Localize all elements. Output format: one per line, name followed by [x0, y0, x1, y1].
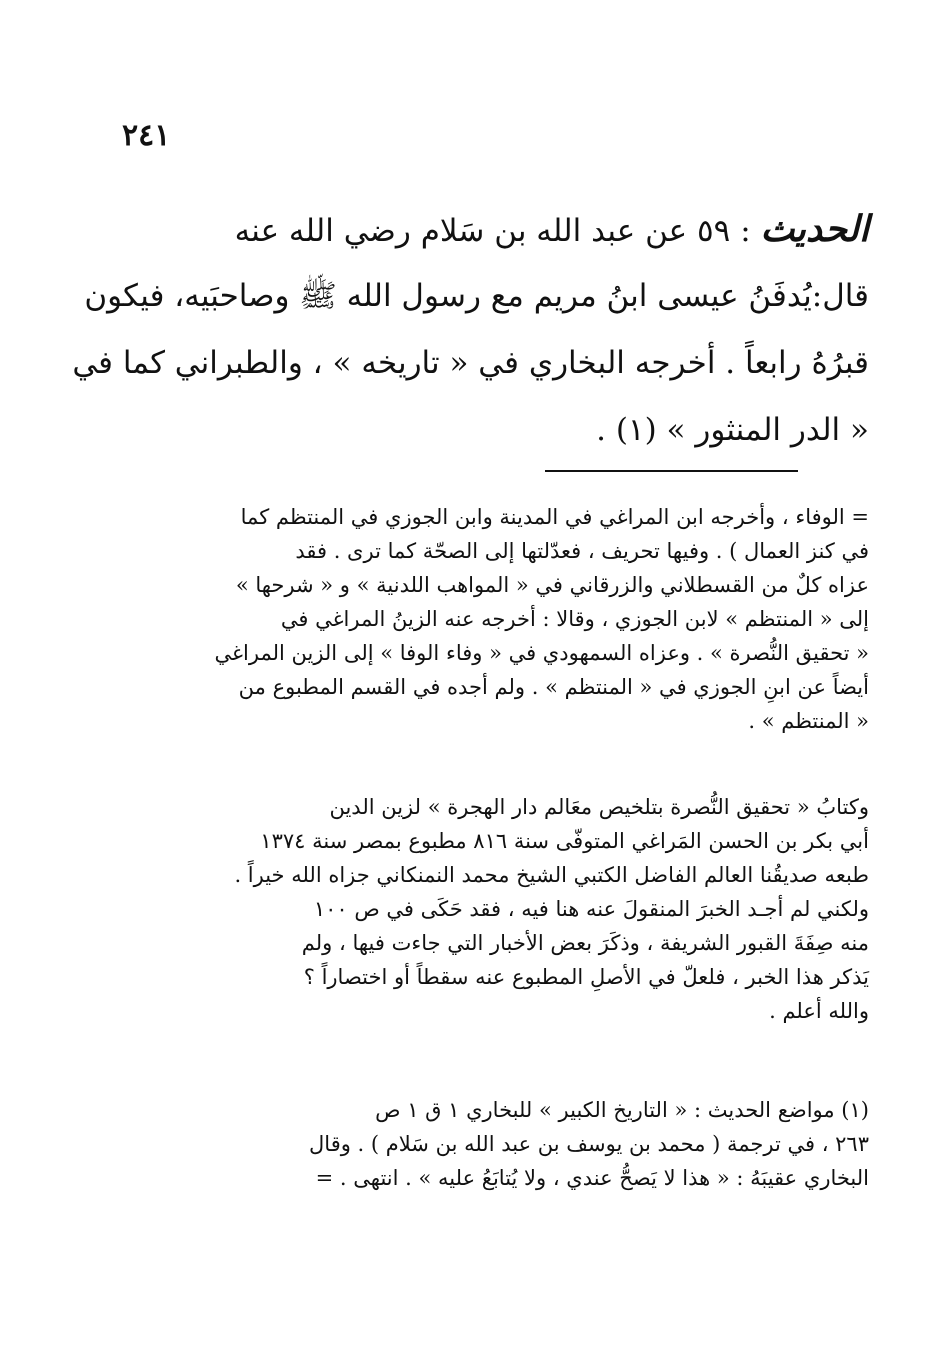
footnote-line: أيضاً عن ابنِ الجوزي في « المنتظم » . ولم أجده في القسم المطبوع من: [238, 675, 869, 699]
hadith-line: « الدر المنثور » (١) .: [596, 412, 869, 448]
footnote-1: [155, 1093, 869, 1195]
footnote-line: أبي بكر بن الحسن المَراغي المتوفّى سنة ٨١٦ مطبوع بمصر سنة ١٣٧٤: [260, 829, 869, 853]
footnote-line: في كنز العمال ) . وفيها تحريف ، فعدّلتها إلى الصحّة كما ترى . فقد: [295, 539, 869, 563]
footnote-line: ولكني لم أجـد الخبرَ المنقولَ عنه هنا فيه ، فقد حَكَى في ص ١٠٠: [313, 897, 869, 921]
footnote-line: وكتابُ « تحقيق النُّصرة بتلخيص معَالم دار الهجرة » لزين الدين: [329, 795, 869, 819]
footnote-divider: [545, 470, 798, 472]
footnote-line: ٢٦٣ ، في ترجمة ( محمد بن يوسف بن عبد الله بن سَلام ) . وقال: [309, 1132, 869, 1156]
footnote-line: والله أعلم .: [769, 999, 869, 1023]
hadith-line: قبرُهُ رابعاً . أخرجه البخاري في « تاريخه » ، والطبراني كما في: [72, 345, 869, 381]
hadith-opening: : ٥٩ عن عبد الله بن سَلام رضي الله عنه: [234, 213, 751, 249]
footnote-line: « تحقيق النُّصرة » . وعزاه السمهودي في « وفاء الوفا » إلى الزين المراغي: [214, 641, 869, 665]
footnote-line: طبعه صديقُنا العالم الفاضل الكتبي الشيخ محمد النمنكاني جزاه الله خيراً .: [234, 863, 869, 887]
footnote-line: « المنتظم » .: [748, 709, 869, 733]
footnote-line: إلى « المنتظم » لابن الجوزي ، وقالا : أخرجه عنه الزينُ المراغي في: [280, 607, 869, 631]
footnote-continuation: [155, 500, 869, 738]
footnote-line: منه صِفَةَ القبور الشريفة ، وذكَرَ بعض الأخبار التي جاءت فيها ، ولم: [301, 931, 869, 955]
footnote-line: (١) مواضع الحديث : « التاريخ الكبير » للبخاري ١ ق ١ ص: [375, 1098, 869, 1122]
footnote-line: البخاري عقيبَهُ : « هذا لا يَصحُّ عندي ، ولا يُتابَعُ عليه » . انتهى . =: [315, 1166, 869, 1190]
hadith-line: قال:يُدفَنُ عيسى ابنُ مريم مع رسول الله ﷺ وصاحبَيه، فيكون: [84, 278, 869, 314]
footnote-line: عزاه كلٌ من القسطلاني والزرقاني في « المواهب اللدنية » و « شرحها »: [235, 573, 869, 597]
footnote-line: = الوفاء ، وأخرجه ابن المراغي في المدينة وابن الجوزي في المنتظم كما: [240, 505, 869, 529]
hadith-heading-line: [155, 196, 869, 263]
page-number: ٢٤١: [122, 118, 171, 153]
hadith-label: الحديث: [760, 208, 869, 250]
footnote-line: يَذكر هذا الخبر ، فلعلّ في الأصلِ المطبوع عنه سقطاً أو اختصاراً ؟: [303, 965, 869, 989]
footnote-book-paragraph: [155, 790, 869, 1028]
hadith-text: [72, 196, 869, 464]
